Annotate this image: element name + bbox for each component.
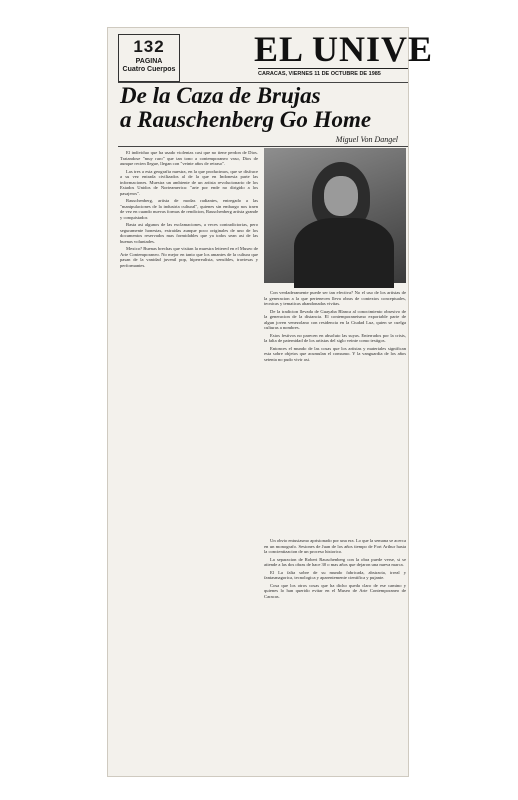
paragraph: Cosa que los otros cosas que ha dicho queda claro de ese camino y quienes lo han querido evitar en el Museo de Arte Contemporaneo de Caracas. [264,582,406,599]
dateline: CARACAS, VIERNES 11 DE OCTUBRE DE 1985 [258,68,408,77]
newspaper-name: EL UNIVE [254,29,434,69]
paragraph: Las tres a esta geografia nuestra, en la que producimos, que se disfrace a su vez entrada civilizados al de la que en Indonesia parte las informaciones. Muestra un ambiente de un artista revolucionario de los Estados Unidos de Norteamerica: "arte por ende no dirigido a los pasajeros". [120,168,258,196]
headline-line-1: De la Caza de Brujas [120,83,321,108]
artist-photo [264,148,406,283]
paragraph: Mexico? Buenas brechas que visitan la muestra lettered en el Museo de Arte Contemporaneo. No mejor en tanto que los amantes de la cultura que pasan de la vanidad juvenil pop, hiperrealista, sensibles, traviesas y performantes. [120,246,258,268]
page-section-label: PAGINA Cuatro Cuerpos [122,58,176,73]
byline: Miguel Von Dangel [335,135,398,144]
paragraph: El individuo que ha usado violentas casi que no tiene perdon de Dios. Tratandose "muy raro" que tan tono a contemporaneo vaso, Dios de aunque recien llegue, llegan con "veinte años de retraso". [120,150,258,166]
paragraph: De la tradicion llevada de Guayaba Blanca al conocimiento obsesivo de la generacion de la distancia. El contemporaneismo exportable parte de algun joven venezolano con residencia en la Ciudad Luz, quien se cuelga culturas a nombres. [264,308,406,330]
paragraph: La separacion de Robert Rauschenberg con la obra puede verse, si se atiende a las dos obras de hace 30 o mas años que dejaron una nueva marca. [264,556,406,567]
bottom-column [264,538,406,768]
page-number: 132 [133,37,165,56]
right-column [264,290,406,530]
headline-divider [118,146,408,147]
paragraph: Con verdaderamente puede ser tan efectiva? No el uso de los artistas de la generacion a la que pertenecen lleva obras de contextos conceptuales, tecnicas y tematicas abandonadas vivitas. [264,290,406,306]
article-headline [120,84,406,132]
paragraph: Un obvio entusiasmo aprisionado por una era. Lo que la semana se acerca en un monografo. Sesiones de Juan de los años tiempo de Fort Arthur hasta la concientizacion de un proceso historico. [264,538,406,554]
page-number-box [118,34,180,82]
newspaper-clipping [108,28,434,776]
headline-line-2: a Rauschenberg Go Home [120,107,372,132]
paragraph: Estos festivos no parecen en absoluto las suyas. Enterrados por la crisis, la falta de paternidad de los artistas del siglo veinte como testigos. [264,332,406,343]
paragraph: Rauschenberg, artista de modas radiantes, entregado a las "manipulaciones de la industria cultural", quienes sin embargo nos traen de vez en cuando nuevas formas de rendicion, Rauschenberg artista grande y conquistador. [120,198,258,220]
paragraph: Basta asi algunos de las exclamaciones, a veces contradictorias, pero seguramente honestas, extraidas aunque poco originales de uno de los documentos reservados mas formidables que ya todos sean asi de las buenas voluntades. [120,222,258,244]
left-column [120,150,258,530]
paragraph: El La falta sobre de su mundo fabricada, abstracta, irreal y fantasmagorica, tecnologica y aparentemente cientifica y pujante. [264,569,406,580]
paragraph: Entonces el mundo de las cosas que los artistas y materiales significan esta sobre objetos que acumulan el consumo. Y la vanguardia de los años setenta no pudo vivir asi. [264,345,406,362]
